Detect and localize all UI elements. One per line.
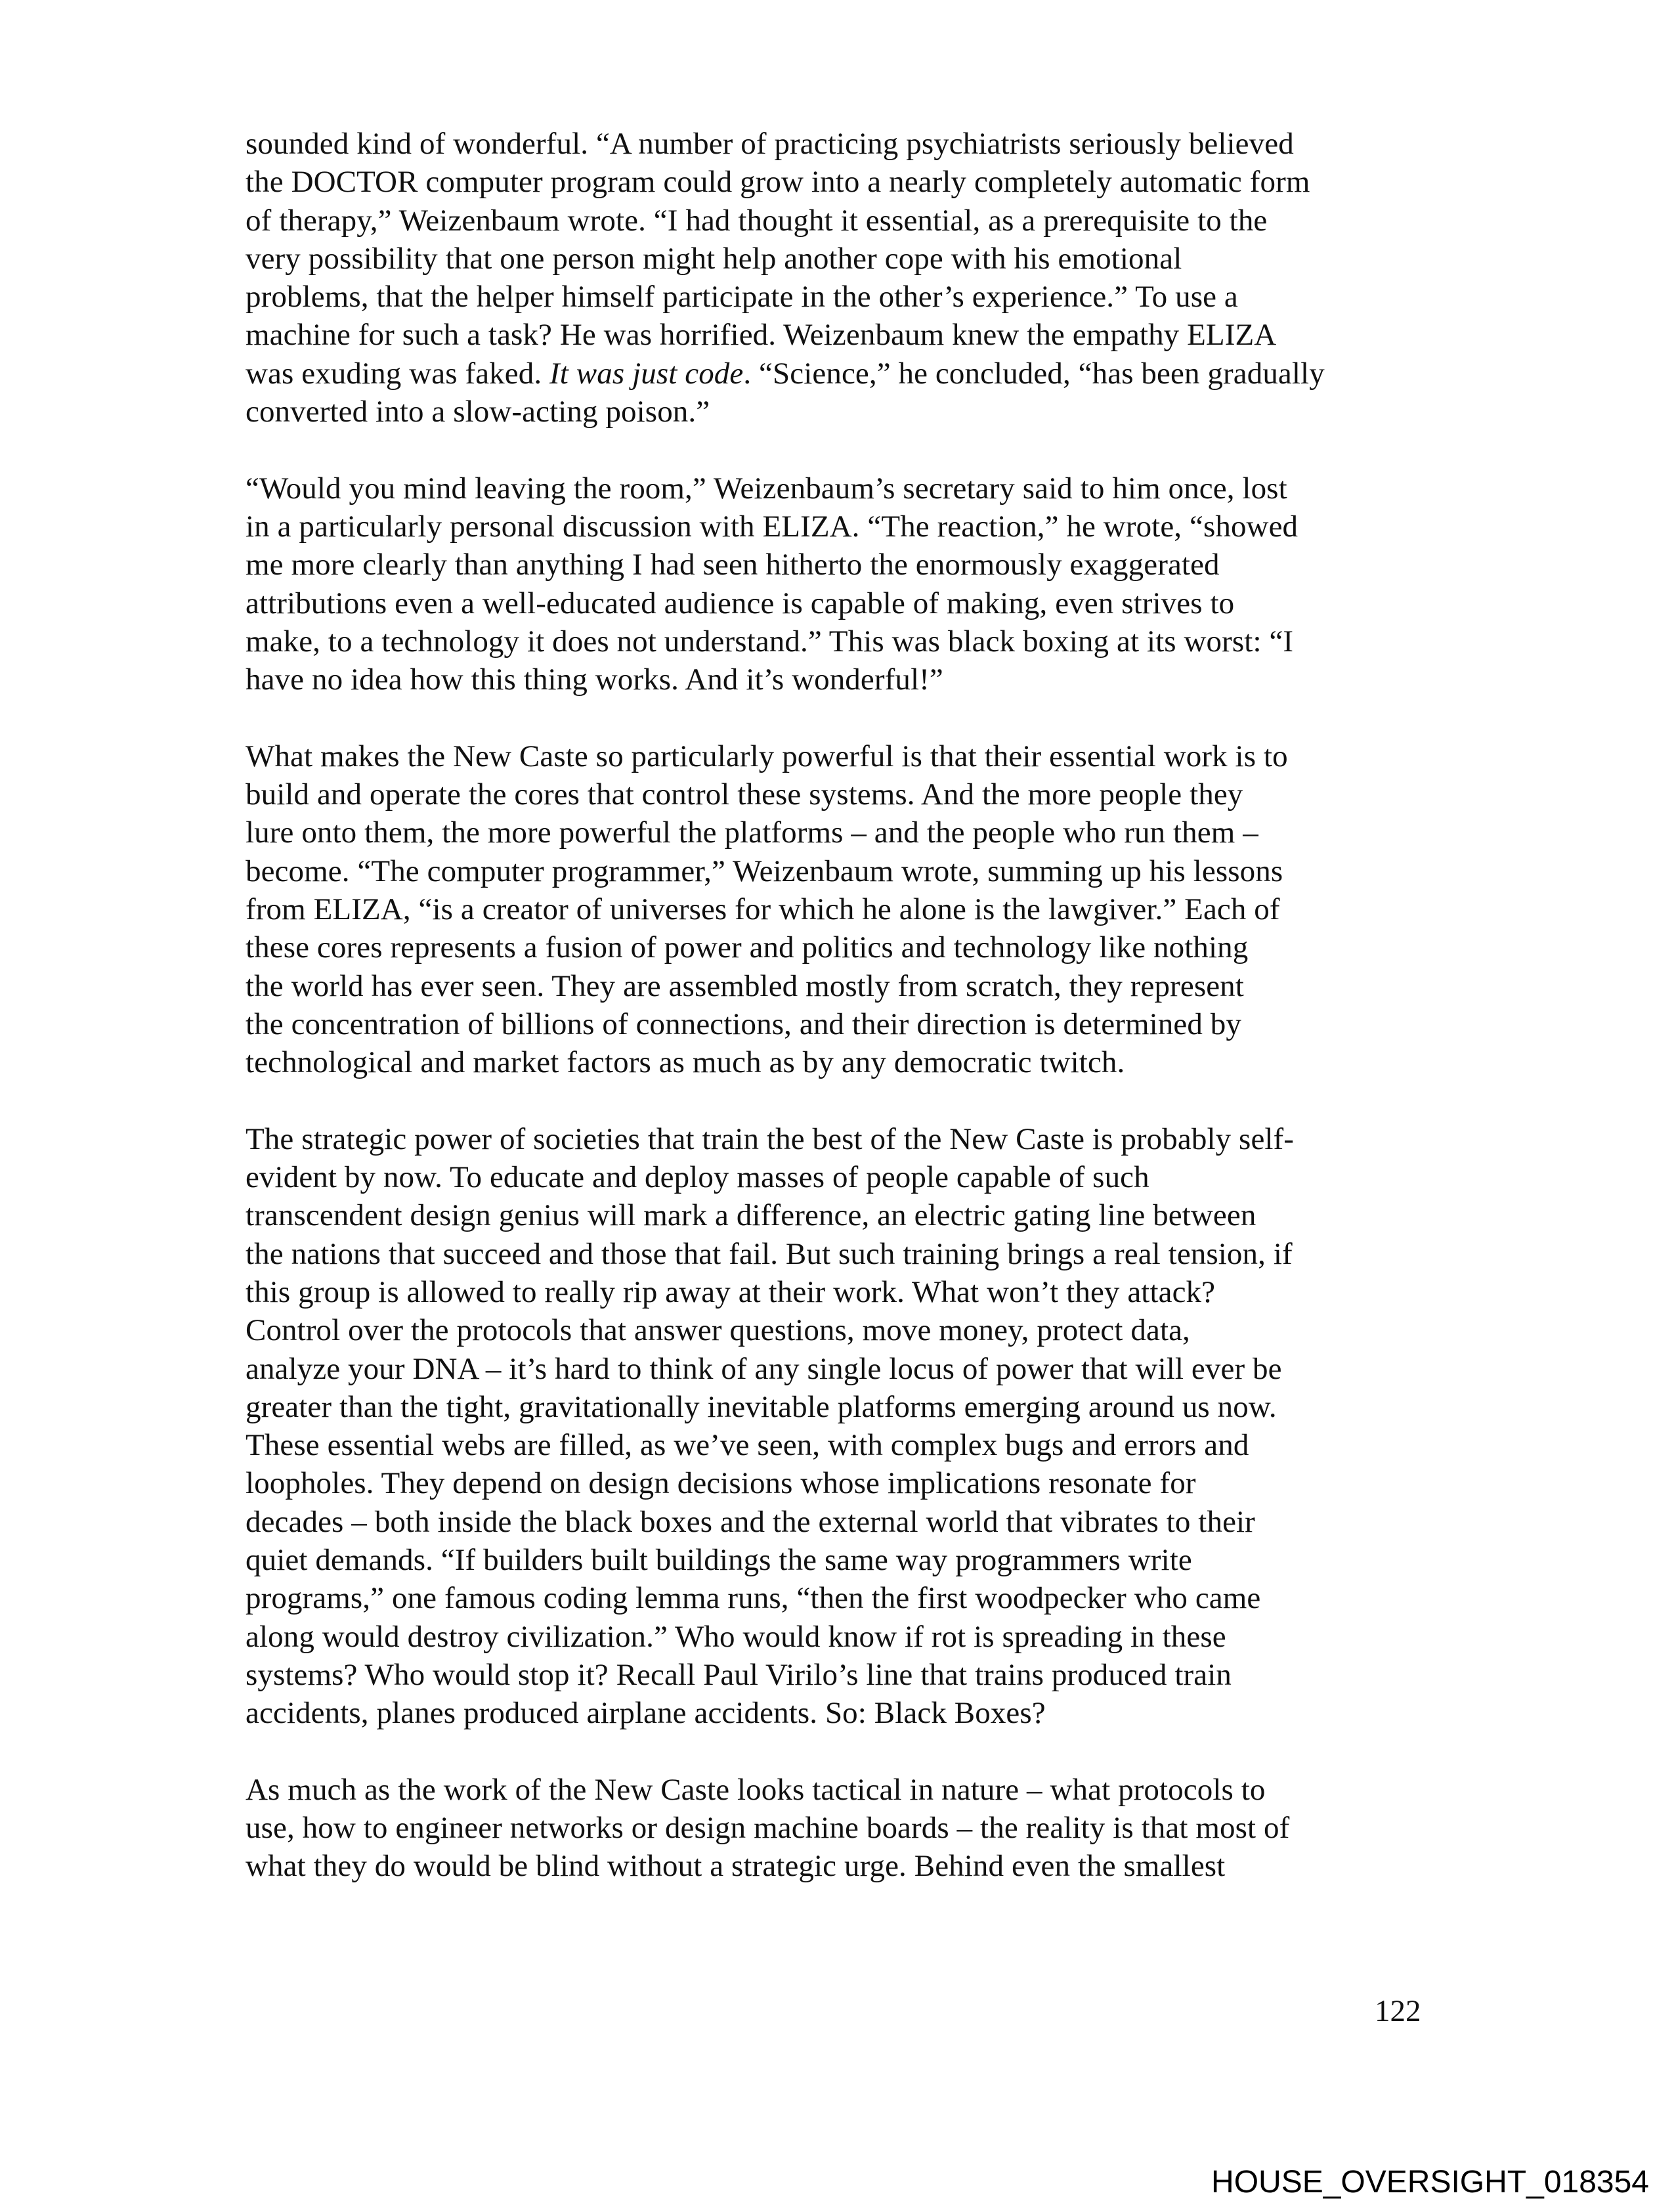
text-line: [246, 1005, 1427, 1043]
text-line: [246, 737, 1427, 775]
paragraph: [246, 737, 1427, 1082]
text-segment: sounded kind of wonderful. “A number of practicing psychiatrists seriously believed: [246, 127, 1294, 161]
text-segment: make, to a technology it does not understand.” This was black boxing at its worst: “I: [246, 624, 1294, 659]
text-line: [246, 1311, 1427, 1349]
text-line: [246, 1043, 1427, 1081]
text-segment: this group is allowed to really rip away at their work. What won’t they attack?: [246, 1274, 1216, 1309]
text-segment: the world has ever seen. They are assembled mostly from scratch, they represent: [246, 968, 1244, 1003]
paragraph: [246, 469, 1427, 699]
text-line: [246, 393, 1427, 431]
text-line: [246, 316, 1427, 354]
text-line: [246, 584, 1427, 622]
text-segment: me more clearly than anything I had seen hitherto the enormously exaggerated: [246, 548, 1220, 582]
text-segment: The strategic power of societies that train the best of the New Caste is probably self-: [246, 1121, 1295, 1156]
text-line: [246, 928, 1427, 966]
text-line: [246, 1618, 1427, 1656]
text-segment: lure onto them, the more powerful the platforms – and the people who run them –: [246, 815, 1258, 850]
text-segment: analyze your DNA – it’s hard to think of any single locus of power that will ever be: [246, 1351, 1282, 1386]
text-line: [246, 1388, 1427, 1426]
text-line: [246, 967, 1427, 1005]
text-line: [246, 1694, 1427, 1732]
text-line: [246, 1350, 1427, 1388]
text-line: [246, 775, 1427, 813]
text-line: [246, 1158, 1427, 1196]
text-segment: very possibility that one person might help another cope with his emotional: [246, 241, 1182, 276]
text-line: [246, 661, 1427, 699]
text-line: [246, 1120, 1427, 1158]
text-segment: loopholes. They depend on design decisions whose implications resonate for: [246, 1466, 1196, 1501]
text-line: [246, 1847, 1427, 1885]
text-line: [246, 1809, 1427, 1847]
text-segment: become. “The computer programmer,” Weizenbaum wrote, summing up his lessons: [246, 854, 1283, 888]
text-segment: What makes the New Caste so particularly powerful is that their essential work is to: [246, 739, 1288, 773]
text-line: [246, 1656, 1427, 1694]
text-segment: the concentration of billions of connections, and their direction is determined by: [246, 1007, 1241, 1041]
text-segment: the DOCTOR computer program could grow into a nearly completely automatic form: [246, 165, 1310, 200]
text-segment: use, how to engineer networks or design machine boards – the reality is that most of: [246, 1811, 1290, 1846]
text-segment: greater than the tight, gravitationally inevitable platforms emerging around us now.: [246, 1389, 1277, 1424]
italic-text-segment: It was just code: [549, 356, 744, 391]
text-segment: As much as the work of the New Caste looks tactical in nature – what protocols to: [246, 1772, 1266, 1807]
text-segment: in a particularly personal discussion with ELIZA. “The reaction,” he wrote, “showed: [246, 509, 1298, 544]
text-line: [246, 1579, 1427, 1617]
text-line: [246, 852, 1427, 890]
text-line: [246, 546, 1427, 584]
text-line: [246, 240, 1427, 278]
text-line: [246, 125, 1427, 163]
text-segment: systems? Who would stop it? Recall Paul Virilo’s line that trains produced train: [246, 1657, 1232, 1692]
text-segment: was exuding was faked.: [246, 356, 550, 391]
text-line: [246, 813, 1427, 852]
text-line: [246, 890, 1427, 928]
text-line: [246, 163, 1427, 201]
text-segment: . “Science,” he concluded, “has been gradually: [743, 356, 1325, 391]
text-segment: attributions even a well-educated audience is capable of making, even strives to: [246, 586, 1235, 620]
text-segment: along would destroy civilization.” Who would know if rot is spreading in these: [246, 1619, 1226, 1654]
text-segment: build and operate the cores that control these systems. And the more people they: [246, 777, 1243, 812]
text-line: [246, 1771, 1427, 1809]
text-segment: converted into a slow-acting poison.”: [246, 395, 710, 429]
text-segment: Control over the protocols that answer questions, move money, protect data,: [246, 1313, 1190, 1348]
text-line: [246, 1196, 1427, 1234]
text-segment: decades – both inside the black boxes and the external world that vibrates to their: [246, 1504, 1255, 1539]
text-line: [246, 1541, 1427, 1579]
bates-stamp: HOUSE_OVERSIGHT_018354: [1211, 2165, 1649, 2200]
text-segment: programs,” one famous coding lemma runs, “then the first woodpecker who came: [246, 1581, 1261, 1616]
text-segment: of therapy,” Weizenbaum wrote. “I had thought it essential, as a prerequisite to the: [246, 203, 1268, 238]
text-segment: problems, that the helper himself participate in the other’s experience.” To use a: [246, 280, 1238, 314]
text-line: [246, 1273, 1427, 1311]
text-line: [246, 202, 1427, 240]
text-line: [246, 278, 1427, 316]
text-segment: quiet demands. “If builders built buildings the same way programmers write: [246, 1542, 1192, 1577]
text-line: [246, 355, 1427, 393]
text-segment: “Would you mind leaving the room,” Weizenbaum’s secretary said to him once, lost: [246, 471, 1287, 506]
paragraph: [246, 125, 1427, 431]
text-line: [246, 1464, 1427, 1502]
text-segment: the nations that succeed and those that fail. But such training brings a real tension, if: [246, 1236, 1293, 1271]
text-line: [246, 1235, 1427, 1273]
text-segment: technological and market factors as much as by any democratic twitch.: [246, 1045, 1125, 1080]
text-line: [246, 508, 1427, 546]
text-line: [246, 622, 1427, 661]
paragraph: [246, 1771, 1427, 1886]
text-line: [246, 1503, 1427, 1541]
paragraph: [246, 1120, 1427, 1733]
text-segment: have no idea how this thing works. And it’s wonderful!”: [246, 662, 943, 697]
body-text: [246, 125, 1427, 1924]
text-segment: these cores represents a fusion of power and politics and technology like nothing: [246, 930, 1249, 965]
text-segment: from ELIZA, “is a creator of universes for which he alone is the lawgiver.” Each of: [246, 892, 1280, 926]
page-number: 122: [1375, 1994, 1421, 2028]
text-segment: what they do would be blind without a strategic urge. Behind even the smallest: [246, 1849, 1226, 1884]
text-segment: evident by now. To educate and deploy masses of people capable of such: [246, 1160, 1149, 1195]
text-segment: accidents, planes produced airplane accidents. So: Black Boxes?: [246, 1696, 1046, 1731]
text-line: [246, 469, 1427, 508]
text-line: [246, 1426, 1427, 1464]
text-segment: transcendent design genius will mark a difference, an electric gating line between: [246, 1198, 1256, 1233]
text-segment: These essential webs are filled, as we’ve seen, with complex bugs and errors and: [246, 1428, 1249, 1463]
text-segment: machine for such a task? He was horrified. Weizenbaum knew the empathy ELIZA: [246, 318, 1277, 353]
